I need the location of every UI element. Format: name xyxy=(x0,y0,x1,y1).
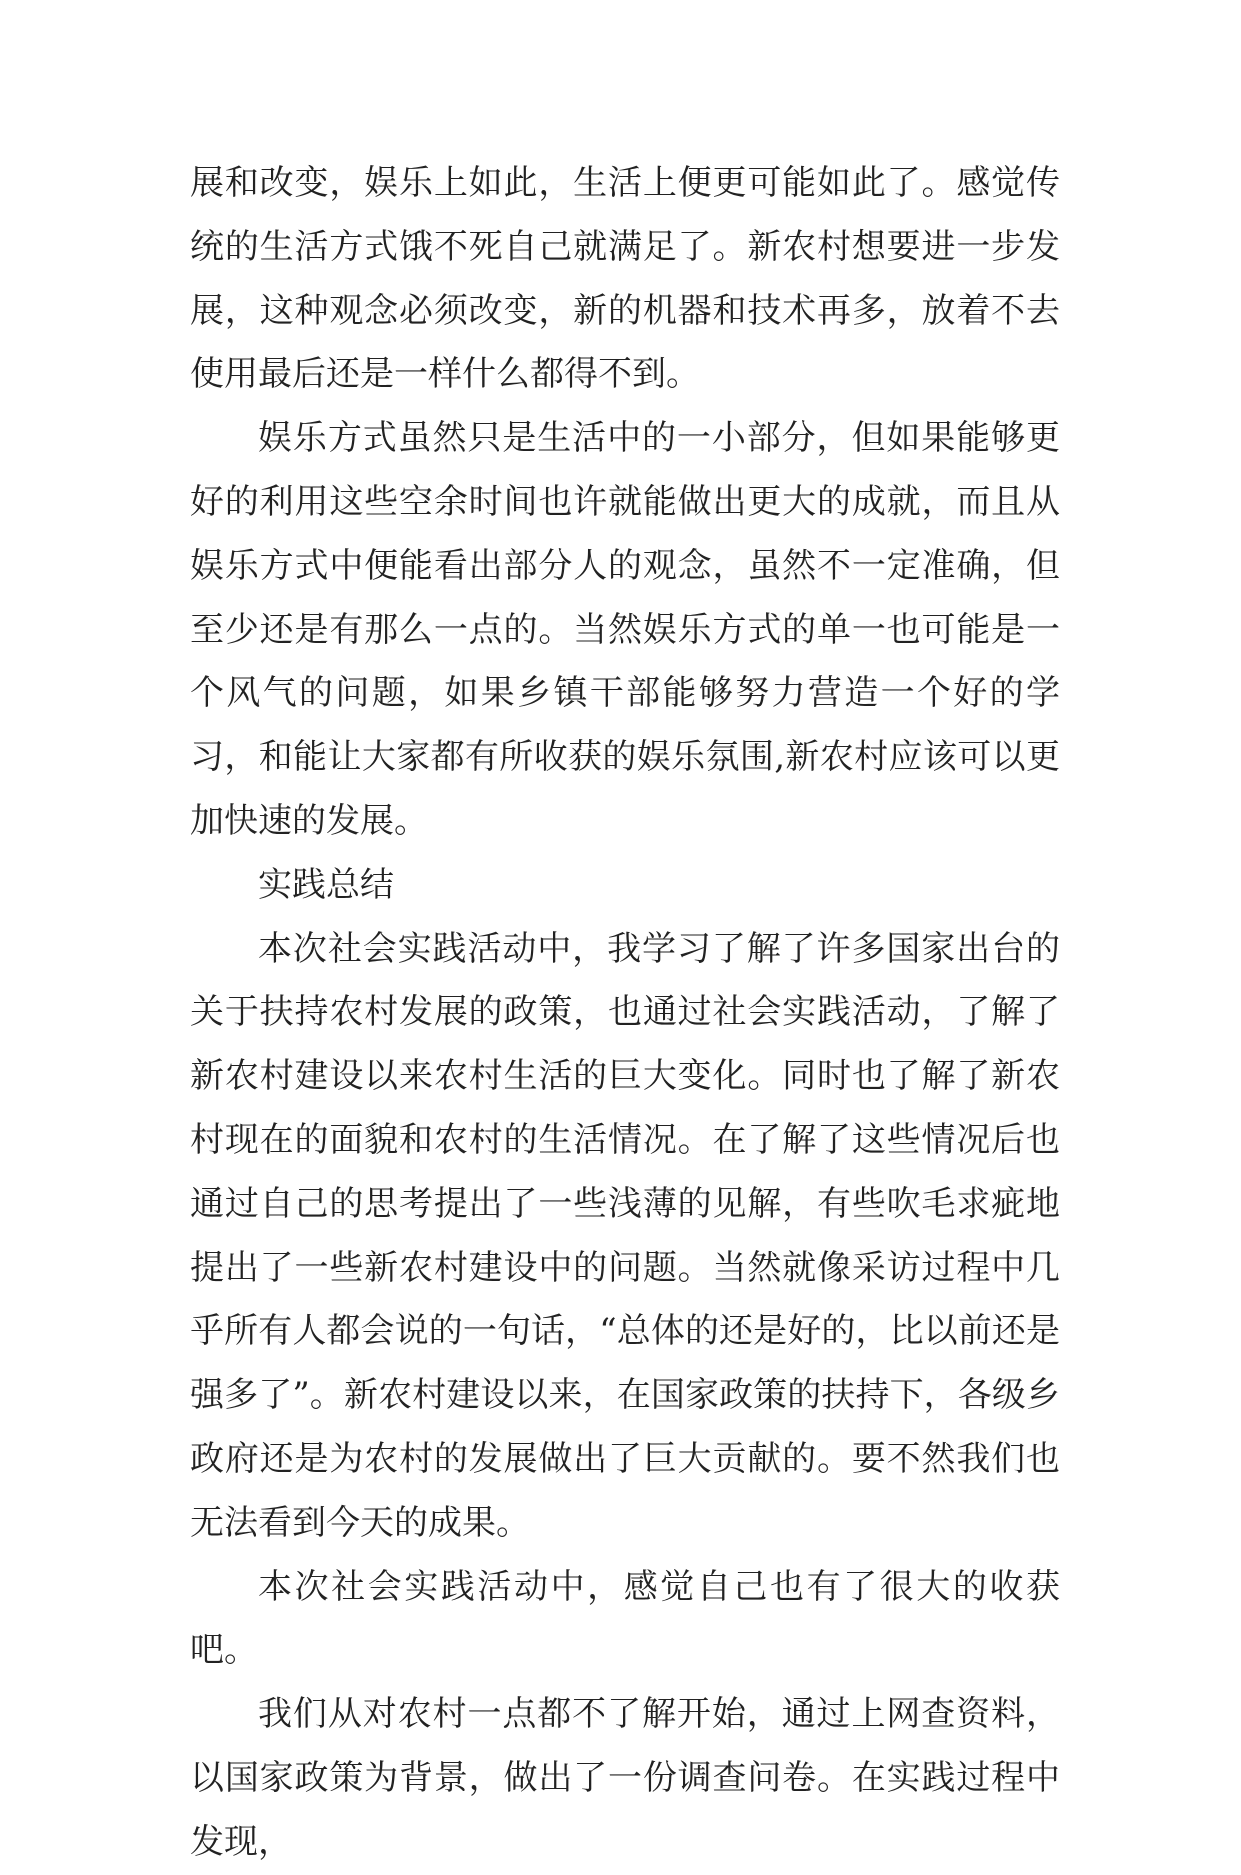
section-heading-summary: 实践总结 xyxy=(258,864,394,905)
paragraph-process: 我们从对农村一点都不了解开始，通过上网查资料，以国家政策为背景，做出了一份调查问卷。在实践过程中发现， xyxy=(190,1694,1060,1862)
paragraph-gains: 本次社会实践活动中，感觉自己也有了很大的收获吧。 xyxy=(190,1566,1060,1671)
body-text xyxy=(190,152,1060,1875)
paragraph-entertainment: 娱乐方式虽然只是生活中的一小部分，但如果能够更好的利用这些空余时间也许就能做出更大的成就，而且从娱乐方式中便能看出部分人的观念，虽然不一定准确，但至少还是有那么一点的。当然娱乐方式的单一也可能是一个风气的问题，如果乡镇干部能够努力营造一个好的学习，和能让大家都有所收获的娱乐氛围,新农村应该可以更加快速的发展。 xyxy=(190,418,1060,841)
paragraph-continuation: 展和改变，娱乐上如此，生活上便更可能如此了。感觉传统的生活方式饿不死自己就满足了。新农村想要进一步发展，这种观念必须改变，新的机器和技术再多，放着不去使用最后还是一样什么都得不到。 xyxy=(190,163,1060,395)
paragraph-summary: 本次社会实践活动中，我学习了解了许多国家出台的关于扶持农村发展的政策，也通过社会实践活动，了解了新农村建设以来农村生活的巨大变化。同时也了解了新农村现在的面貌和农村的生活情况。在了解了这些情况后也通过自己的思考提出了一些浅薄的见解，有些吹毛求疵地提出了一些新农村建设中的问题。当然就像采访过程中几乎所有人都会说的一句话，“总体的还是好的，比以前还是强多了”。新农村建设以来，在国家政策的扶持下，各级乡政府还是为农村的发展做出了巨大贡献的。要不然我们也无法看到今天的成果。 xyxy=(190,928,1060,1543)
